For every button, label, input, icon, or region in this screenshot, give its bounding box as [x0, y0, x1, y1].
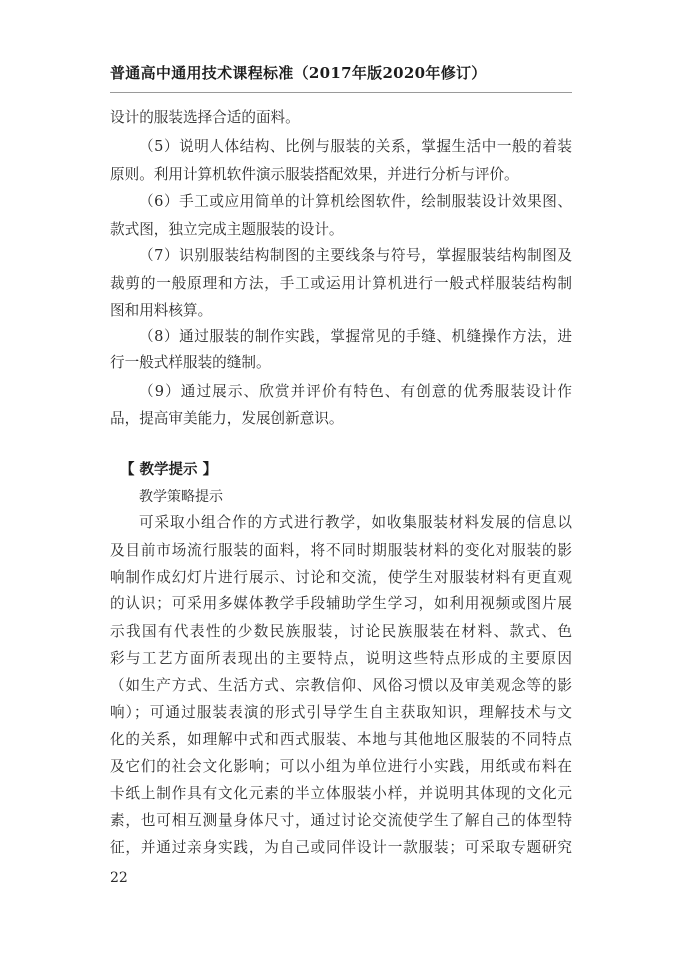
- paragraph-line: 款式图，独立完成主题服装的设计。: [110, 221, 344, 238]
- body-line: 响制作成幻灯片进行展示、讨论和交流，使学生对服装材料有更直观: [110, 569, 572, 586]
- paragraph-line: 设计的服装选择合适的面料。: [110, 109, 300, 126]
- paragraph-line: （7）识别服装结构制图的主要线条与符号，掌握服装结构制图及: [139, 247, 572, 264]
- body-line: 素，也可相互测量身体尺寸，通过讨论交流使学生了解自己的体型特: [110, 812, 572, 829]
- body-line: （如生产方式、生活方式、宗教信仰、风俗习惯以及审美观念等的影: [110, 677, 572, 694]
- body-line: 示我国有代表性的少数民族服装，讨论民族服装在材料、款式、色: [110, 623, 572, 640]
- paragraph-line: 图和用料核算。: [110, 302, 213, 319]
- body-line: 及目前市场流行服装的面料，将不同时期服装材料的变化对服装的影: [110, 542, 572, 559]
- header-rule: [110, 92, 572, 93]
- body-line: 征，并通过亲身实践，为自己或同伴设计一款服装；可采取专题研究: [110, 839, 572, 856]
- paragraph-line: 原则。利用计算机软件演示服装搭配效果，并进行分析与评价。: [110, 166, 519, 183]
- page-number: 22: [110, 870, 128, 886]
- body-line: 的认识；可采用多媒体教学手段辅助学生学习，如利用视频或图片展: [110, 595, 572, 612]
- paragraph-line: （9）通过展示、欣赏并评价有特色、有创意的优秀服装设计作: [139, 383, 572, 400]
- subsection-heading: 教学策略提示: [139, 489, 223, 505]
- body-line: 响）；可通过服装表演的形式引导学生自主获取知识，理解技术与文: [110, 704, 572, 721]
- body-line: 化的关系，如理解中式和西式服装、本地与其他地区服装的不同特点: [110, 731, 572, 748]
- paragraph-line: 品，提高审美能力，发展创新意识。: [110, 410, 344, 427]
- paragraph-line: （5）说明人体结构、比例与服装的关系，掌握生活中一般的着装: [139, 138, 572, 155]
- paragraph-line: 行一般式样服装的缝制。: [110, 354, 271, 371]
- body-line: 彩与工艺方面所表现出的主要特点，说明这些特点形成的主要原因: [110, 650, 572, 667]
- body-line: 及它们的社会文化影响；可以小组为单位进行小实践，用纸或布料在: [110, 758, 572, 775]
- paragraph-line: 裁剪的一般原理和方法，手工或运用计算机进行一般式样服装结构制: [110, 275, 572, 292]
- paragraph-line: （8）通过服装的制作实践，掌握常见的手缝、机缝操作方法，进: [139, 328, 572, 345]
- running-header: 普通高中通用技术课程标准（2017年版2020年修订）: [110, 64, 487, 82]
- body-line: 可采取小组合作的方式进行教学，如收集服装材料发展的信息以: [139, 514, 572, 531]
- section-heading: 【 教学提示 】: [120, 462, 218, 478]
- body-line: 卡纸上制作具有文化元素的半立体服装小样，并说明其体现的文化元: [110, 785, 572, 802]
- paragraph-line: （6）手工或应用简单的计算机绘图软件，绘制服装设计效果图、: [139, 193, 572, 210]
